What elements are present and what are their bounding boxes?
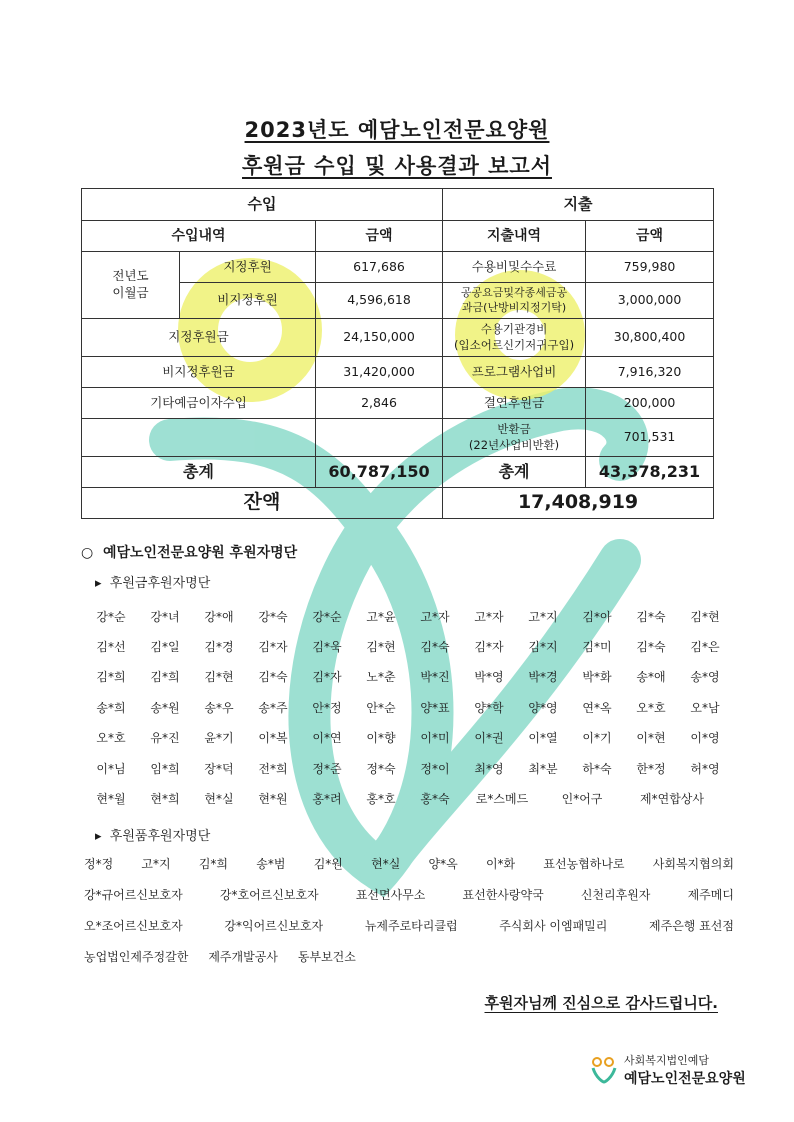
income-amount: 617,686 (316, 252, 443, 283)
donor-name: 김*희 (198, 857, 229, 871)
donor-name: 고*자 (420, 609, 450, 624)
expense-total-label: 총계 (443, 457, 586, 488)
donor-name: 주식회사 이엠패밀리 (499, 919, 608, 933)
donor-name: 연*옥 (582, 700, 612, 715)
income-amount (316, 419, 443, 457)
donor-name: 송*원 (150, 700, 180, 715)
donor-name: 강*호어르신보호자 (219, 888, 319, 902)
expense-total: 43,378,231 (586, 457, 714, 488)
donor-name: 김*숙 (636, 609, 666, 624)
income-total: 60,787,150 (316, 457, 443, 488)
report-title: 2023년도 예담노인전문요양원 (244, 118, 550, 142)
donor-name: 표선면사무소 (355, 888, 426, 902)
donor-name: 전*희 (258, 761, 288, 776)
prev-year-carryover: 전년도 이월금 (82, 252, 180, 319)
income-label: 비지정후원 (180, 283, 316, 319)
donor-name: 박*영 (474, 670, 504, 685)
goods-donor-row (84, 848, 734, 879)
donor-name: 이*권 (474, 731, 504, 746)
donor-name: 로*스메드 (475, 792, 529, 807)
cash-donor-row (84, 692, 734, 722)
expense-label: 공공요금및각종세금공 과금(난방비지정기탁) (443, 283, 586, 319)
expense-amount-col: 금액 (586, 221, 714, 252)
donor-name: 이*복 (258, 731, 288, 746)
donor-name: 이*향 (366, 731, 396, 746)
org-name: 예담노인전문요양원 (624, 1071, 746, 1087)
donor-name: 고*윤 (366, 609, 396, 624)
donor-name: 유*진 (150, 731, 180, 746)
income-amount: 4,596,618 (316, 283, 443, 319)
donor-name: 송*우 (204, 700, 234, 715)
expense-amount: 30,800,400 (586, 319, 714, 357)
donor-name: 고*지 (141, 857, 171, 871)
report-subtitle: 후원금 수입 및 사용결과 보고서 (242, 154, 552, 178)
donor-name: 이*열 (528, 731, 558, 746)
donor-name: 김*현 (366, 640, 396, 655)
donor-name: 노*춘 (366, 670, 396, 685)
donor-name: 장*덕 (204, 761, 234, 776)
expense-amount: 701,531 (586, 419, 714, 457)
income-total-label: 총계 (82, 457, 316, 488)
donor-name: 표선한사랑약국 (462, 888, 544, 902)
cash-donor-row (84, 662, 734, 692)
donor-name: 김*미 (582, 640, 612, 655)
cash-donor-row (84, 783, 734, 813)
donor-name: 송*희 (96, 700, 126, 715)
donor-name: 송*애 (636, 670, 666, 685)
donor-name: 고*지 (528, 609, 558, 624)
donor-name: 현*희 (150, 792, 180, 807)
donor-name: 김*현 (690, 609, 720, 624)
donor-name: 정*준 (312, 761, 342, 776)
donor-name: 김*선 (96, 640, 126, 655)
donor-name: 안*정 (312, 700, 342, 715)
expense-amount: 200,000 (586, 388, 714, 419)
donor-name: 정*이 (420, 761, 450, 776)
donor-name: 강*숙 (258, 609, 288, 624)
income-label: 지정후원금 (82, 319, 316, 357)
donor-name: 정*정 (84, 857, 114, 871)
donor-name: 김*자 (258, 640, 288, 655)
donor-name: 홍*려 (312, 792, 342, 807)
donor-name: 정*숙 (366, 761, 396, 776)
goods-donor-row (84, 941, 734, 972)
org-corp-name: 사회복지법인예담 (624, 1054, 710, 1067)
income-amount: 24,150,000 (316, 319, 443, 357)
expense-header: 지출 (443, 189, 714, 221)
donor-name: 강*애 (204, 609, 234, 624)
expense-label: 수용비및수수료 (443, 252, 586, 283)
donor-name: 강*순 (96, 609, 126, 624)
donor-name: 김*일 (150, 640, 180, 655)
expense-label: 프로그램사업비 (443, 357, 586, 388)
donor-name: 제주은행 표선점 (649, 919, 734, 933)
donor-name: 오*남 (690, 700, 720, 715)
donor-name: 허*영 (690, 761, 720, 776)
income-amount-col: 금액 (316, 221, 443, 252)
donor-name: 김*숙 (258, 670, 288, 685)
goods-donor-row (84, 879, 734, 910)
donor-name: 이*현 (636, 731, 666, 746)
expense-label: 결연후원금 (443, 388, 586, 419)
donor-name: 임*희 (150, 761, 180, 776)
donor-name: 양*학 (474, 700, 504, 715)
donor-name: 오*호 (636, 700, 666, 715)
income-label: 비지정후원금 (82, 357, 316, 388)
cash-donor-list (84, 601, 734, 814)
donor-name: 김*숙 (420, 640, 450, 655)
donor-name: 동부보건소 (297, 950, 356, 964)
donor-name: 홍*호 (366, 792, 396, 807)
expense-amount: 3,000,000 (586, 283, 714, 319)
donor-name: 김*아 (582, 609, 612, 624)
donor-name: 현*실 (204, 792, 234, 807)
donor-name: 한*정 (636, 761, 666, 776)
donor-name: 현*실 (371, 857, 401, 871)
donor-name: 신천리후원자 (580, 888, 651, 902)
donor-name: 윤*기 (204, 731, 234, 746)
donor-name: 현*원 (258, 792, 288, 807)
donor-name: 김*지 (528, 640, 558, 655)
donor-name: 홍*숙 (420, 792, 450, 807)
expense-label: 수용기관경비 (입소어르신기저귀구입) (443, 319, 586, 357)
donor-name: 송*주 (258, 700, 288, 715)
balance-amount: 17,408,919 (443, 488, 714, 519)
donor-name: 양*표 (420, 700, 450, 715)
donor-name: 이*연 (312, 731, 342, 746)
income-amount: 31,420,000 (316, 357, 443, 388)
donor-name: 하*숙 (582, 761, 612, 776)
goods-donor-row (84, 910, 734, 941)
income-label: 기타예금이자수입 (82, 388, 316, 419)
donor-name: 김*원 (313, 857, 343, 871)
donor-name: 김*은 (690, 640, 720, 655)
donor-name: 안*순 (366, 700, 396, 715)
donor-name: 김*희 (150, 670, 180, 685)
donor-name: 김*현 (204, 670, 234, 685)
donor-name: 현*월 (96, 792, 126, 807)
cash-donors-heading: ▸ 후원금후원자명단 (95, 576, 211, 591)
donor-name: 최*영 (474, 761, 504, 776)
income-label: 지정후원 (180, 252, 316, 283)
donor-name: 강*익어르신보호자 (224, 919, 324, 933)
donor-name: 오*호 (96, 731, 126, 746)
donor-name: 양*영 (528, 700, 558, 715)
donor-name: 제주개발공사 (208, 950, 278, 964)
donor-name: 박*경 (528, 670, 558, 685)
donor-name: 이*영 (690, 731, 720, 746)
donor-name: 송*범 (256, 857, 286, 871)
expense-amount: 7,916,320 (586, 357, 714, 388)
donor-name: 고*자 (474, 609, 504, 624)
donor-name: 인*어구 (561, 792, 603, 807)
balance-label: 잔액 (82, 488, 443, 519)
donor-name: 송*영 (690, 670, 720, 685)
donor-name: 강*규어르신보호자 (84, 888, 183, 902)
donor-name: 오*조어르신보호자 (84, 919, 183, 933)
donor-name: 이*님 (96, 761, 126, 776)
expense-label: 반환금 (22년사업비반환) (443, 419, 586, 457)
income-label (82, 419, 316, 457)
report-table (81, 188, 714, 519)
donor-name: 김*희 (96, 670, 126, 685)
expense-amount: 759,980 (586, 252, 714, 283)
donor-name: 사회복지협의회 (652, 857, 734, 871)
org-logo-icon (590, 1056, 618, 1084)
expense-item-col: 지출내역 (443, 221, 586, 252)
donor-name: 강*녀 (150, 609, 180, 624)
donor-name: 김*자 (312, 670, 342, 685)
donor-name: 김*욱 (312, 640, 342, 655)
cash-donor-row (84, 723, 734, 753)
donor-name: 양*옥 (428, 857, 458, 871)
donor-name: 박*화 (582, 670, 612, 685)
goods-donors-heading: ▸ 후원품후원자명단 (95, 829, 211, 844)
income-header: 수입 (82, 189, 443, 221)
donor-name: 농업법인제주정갈한 (84, 950, 189, 964)
thanks-message: 후원자님께 진심으로 감사드립니다. (484, 994, 718, 1012)
org-logo (590, 1052, 746, 1088)
income-item-col: 수입내역 (82, 221, 316, 252)
income-amount: 2,846 (316, 388, 443, 419)
donor-name: 이*화 (485, 857, 516, 871)
goods-donor-list (84, 848, 734, 972)
donor-section-title: ○ 예담노인전문요양원 후원자명단 (81, 545, 298, 561)
donor-name: 김*경 (204, 640, 234, 655)
donor-name: 김*숙 (636, 640, 666, 655)
cash-donor-row (84, 601, 734, 631)
donor-name: 이*기 (582, 731, 612, 746)
cash-donor-row (84, 631, 734, 661)
donor-name: 제*연합상사 (640, 792, 704, 807)
cash-donor-row (84, 753, 734, 783)
donor-name: 최*분 (528, 761, 558, 776)
donor-name: 강*순 (312, 609, 342, 624)
donor-name: 박*진 (420, 670, 450, 685)
donor-name: 뉴제주로타리클럽 (364, 919, 458, 933)
donor-name: 김*자 (474, 640, 504, 655)
donor-name: 제주메디 (687, 888, 734, 902)
donor-name: 표선농협하나로 (543, 857, 625, 871)
donor-name: 이*미 (420, 731, 450, 746)
